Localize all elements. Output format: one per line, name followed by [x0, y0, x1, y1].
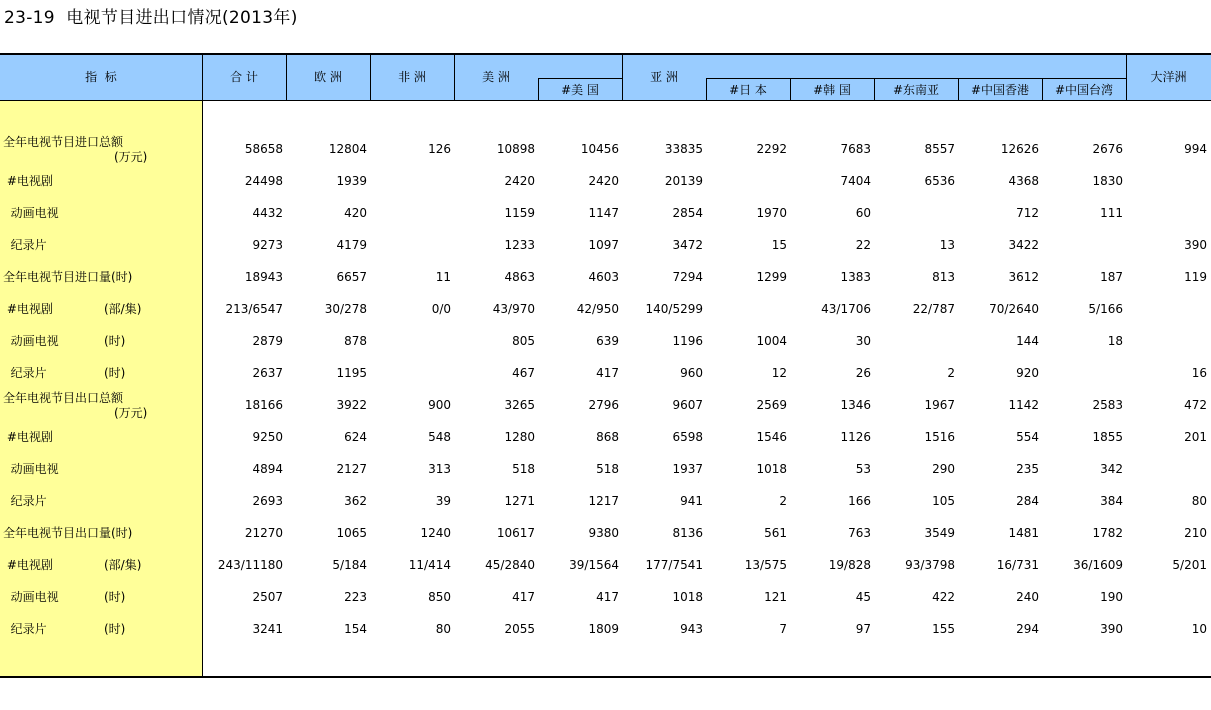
cell-oceania: 201 — [1184, 430, 1207, 444]
cell-taiwan: 2583 — [1092, 398, 1123, 412]
cell-oceania: 119 — [1184, 270, 1207, 284]
cell-africa: 11/414 — [408, 558, 451, 572]
cell-africa: 313 — [428, 462, 451, 476]
row-label: 全年电视节目进口量(时) — [3, 270, 133, 284]
cell-southeast-asia: 2 — [947, 366, 955, 380]
cell-africa: 126 — [428, 142, 451, 156]
cell-southeast-asia: 22/787 — [912, 302, 955, 316]
cell-hong-kong: 4368 — [1008, 174, 1039, 188]
cell-japan: 121 — [764, 590, 787, 604]
cell-africa: 11 — [435, 270, 451, 284]
header-rule — [0, 100, 1211, 101]
cell-europe: 362 — [344, 494, 367, 508]
cell-oceania: 210 — [1184, 526, 1207, 540]
cell-america: 1280 — [504, 430, 535, 444]
cell-america: 1233 — [504, 238, 535, 252]
table-row — [0, 197, 1211, 229]
row-label: 全年电视节目出口总额 — [3, 391, 124, 405]
cell-korea: 1346 — [840, 398, 871, 412]
cell-hong-kong: 284 — [1016, 494, 1039, 508]
cell-america: 1159 — [504, 206, 535, 220]
cell-japan: 12 — [771, 366, 787, 380]
cell-africa: 1240 — [420, 526, 451, 540]
cell-usa: 417 — [596, 366, 619, 380]
row-unit: (时) — [104, 334, 126, 348]
cell-hong-kong: 1142 — [1008, 398, 1039, 412]
cell-asia: 1937 — [672, 462, 703, 476]
cell-europe: 2127 — [336, 462, 367, 476]
cell-america: 2420 — [504, 174, 535, 188]
cell-total: 9273 — [252, 238, 283, 252]
cell-africa: 850 — [428, 590, 451, 604]
table-row — [0, 165, 1211, 197]
cell-usa: 4603 — [588, 270, 619, 284]
cell-usa: 518 — [596, 462, 619, 476]
header-hong-kong: #中国香港 — [970, 83, 1030, 97]
table-row — [0, 421, 1211, 453]
cell-usa: 1809 — [588, 622, 619, 636]
cell-hong-kong: 12626 — [1000, 142, 1039, 156]
cell-usa: 417 — [596, 590, 619, 604]
cell-southeast-asia: 8557 — [924, 142, 955, 156]
cell-taiwan: 1782 — [1092, 526, 1123, 540]
cell-taiwan: 187 — [1100, 270, 1123, 284]
cell-usa: 1147 — [588, 206, 619, 220]
table-row — [0, 357, 1211, 389]
cell-asia: 2854 — [672, 206, 703, 220]
table-row — [0, 229, 1211, 261]
cell-america: 3265 — [504, 398, 535, 412]
row-label: 动画电视 — [3, 590, 59, 604]
cell-japan: 1299 — [756, 270, 787, 284]
cell-southeast-asia: 13 — [939, 238, 955, 252]
cell-america: 518 — [512, 462, 535, 476]
cell-europe: 12804 — [328, 142, 367, 156]
cell-southeast-asia: 93/3798 — [905, 558, 955, 572]
cell-korea: 1383 — [840, 270, 871, 284]
cell-taiwan: 384 — [1100, 494, 1123, 508]
cell-america: 10898 — [496, 142, 535, 156]
cell-taiwan: 190 — [1100, 590, 1123, 604]
cell-africa: 0/0 — [431, 302, 451, 316]
cell-usa: 2796 — [588, 398, 619, 412]
top-rule — [0, 53, 1211, 55]
cell-southeast-asia: 813 — [932, 270, 955, 284]
cell-hong-kong: 712 — [1016, 206, 1039, 220]
cell-total: 4432 — [252, 206, 283, 220]
cell-europe: 624 — [344, 430, 367, 444]
cell-oceania: 80 — [1191, 494, 1207, 508]
cell-europe: 6657 — [336, 270, 367, 284]
cell-asia: 7294 — [672, 270, 703, 284]
cell-taiwan: 1855 — [1092, 430, 1123, 444]
cell-total: 18943 — [244, 270, 283, 284]
cell-america: 467 — [512, 366, 535, 380]
cell-africa: 900 — [428, 398, 451, 412]
cell-america: 2055 — [504, 622, 535, 636]
cell-america: 10617 — [496, 526, 535, 540]
cell-europe: 1195 — [336, 366, 367, 380]
cell-korea: 60 — [855, 206, 871, 220]
cell-usa: 39/1564 — [569, 558, 619, 572]
cell-hong-kong: 554 — [1016, 430, 1039, 444]
cell-japan: 2 — [779, 494, 787, 508]
cell-total: 2693 — [252, 494, 283, 508]
row-label: #电视剧 — [3, 174, 53, 188]
cell-southeast-asia: 290 — [932, 462, 955, 476]
cell-europe: 154 — [344, 622, 367, 636]
row-label: 全年电视节目进口总额 — [3, 135, 124, 149]
cell-japan: 2292 — [756, 142, 787, 156]
cell-africa: 39 — [435, 494, 451, 508]
row-label: 动画电视 — [3, 462, 59, 476]
cell-america: 43/970 — [492, 302, 535, 316]
row-label: 纪录片 — [3, 622, 47, 636]
header-usa: #美 国 — [561, 83, 599, 97]
cell-asia: 20139 — [664, 174, 703, 188]
cell-europe: 5/184 — [332, 558, 367, 572]
cell-asia: 1018 — [672, 590, 703, 604]
table-row — [0, 261, 1211, 293]
row-label: 动画电视 — [3, 334, 59, 348]
cell-taiwan: 390 — [1100, 622, 1123, 636]
bottom-rule — [0, 676, 1211, 678]
cell-korea: 97 — [855, 622, 871, 636]
row-unit: (部/集) — [104, 302, 142, 316]
table-title: 23-19 电视节目进出口情况(2013年) — [4, 8, 298, 28]
cell-korea: 22 — [855, 238, 871, 252]
cell-japan: 2569 — [756, 398, 787, 412]
cell-taiwan: 5/166 — [1088, 302, 1123, 316]
cell-hong-kong: 144 — [1016, 334, 1039, 348]
cell-asia: 33835 — [664, 142, 703, 156]
cell-korea: 166 — [848, 494, 871, 508]
row-unit: (万元) — [114, 406, 148, 420]
cell-southeast-asia: 6536 — [924, 174, 955, 188]
cell-korea: 7404 — [840, 174, 871, 188]
table-row — [0, 485, 1211, 517]
cell-japan: 1004 — [756, 334, 787, 348]
cell-korea: 53 — [855, 462, 871, 476]
cell-total: 18166 — [244, 398, 283, 412]
cell-asia: 9607 — [672, 398, 703, 412]
cell-usa: 2420 — [588, 174, 619, 188]
cell-oceania: 472 — [1184, 398, 1207, 412]
row-unit: (万元) — [114, 150, 148, 164]
cell-usa: 639 — [596, 334, 619, 348]
cell-usa: 9380 — [588, 526, 619, 540]
cell-japan: 1970 — [756, 206, 787, 220]
table-row — [0, 325, 1211, 357]
row-label: #电视剧 — [3, 558, 53, 572]
cell-hong-kong: 240 — [1016, 590, 1039, 604]
cell-oceania: 16 — [1191, 366, 1207, 380]
cell-taiwan: 1830 — [1092, 174, 1123, 188]
cell-hong-kong: 16/731 — [996, 558, 1039, 572]
header-subrule — [706, 78, 1126, 79]
header-asia: 亚 洲 — [650, 70, 678, 84]
cell-oceania: 994 — [1184, 142, 1207, 156]
cell-total: 213/6547 — [225, 302, 283, 316]
cell-total: 4894 — [252, 462, 283, 476]
cell-usa: 1217 — [588, 494, 619, 508]
cell-usa: 1097 — [588, 238, 619, 252]
cell-korea: 43/1706 — [821, 302, 871, 316]
cell-hong-kong: 235 — [1016, 462, 1039, 476]
header-europe: 欧 洲 — [314, 70, 342, 84]
cell-korea: 26 — [855, 366, 871, 380]
header-america: 美 洲 — [482, 70, 510, 84]
cell-taiwan: 111 — [1100, 206, 1123, 220]
cell-korea: 19/828 — [828, 558, 871, 572]
row-label: 全年电视节目出口量(时) — [3, 526, 133, 540]
row-unit: (时) — [104, 590, 126, 604]
cell-southeast-asia: 155 — [932, 622, 955, 636]
row-label: 纪录片 — [3, 366, 47, 380]
cell-korea: 30 — [855, 334, 871, 348]
cell-europe: 30/278 — [324, 302, 367, 316]
cell-korea: 1126 — [840, 430, 871, 444]
header-oceania: 大洋洲 — [1150, 70, 1187, 84]
header-japan: #日 本 — [729, 83, 767, 97]
cell-japan: 561 — [764, 526, 787, 540]
row-label: #电视剧 — [3, 302, 53, 316]
row-unit: (部/集) — [104, 558, 142, 572]
header-taiwan: #中国台湾 — [1054, 83, 1114, 97]
cell-korea: 45 — [855, 590, 871, 604]
row-label: 纪录片 — [3, 494, 47, 508]
cell-taiwan: 2676 — [1092, 142, 1123, 156]
cell-asia: 941 — [680, 494, 703, 508]
cell-asia: 177/7541 — [645, 558, 703, 572]
cell-oceania: 390 — [1184, 238, 1207, 252]
table-row — [0, 389, 1211, 421]
header-indicator: 指 标 — [85, 70, 117, 84]
cell-southeast-asia: 1967 — [924, 398, 955, 412]
cell-asia: 943 — [680, 622, 703, 636]
table-row — [0, 133, 1211, 165]
cell-southeast-asia: 105 — [932, 494, 955, 508]
header-southeast-asia: #东南亚 — [892, 83, 940, 97]
cell-total: 9250 — [252, 430, 283, 444]
cell-total: 24498 — [244, 174, 283, 188]
cell-total: 2637 — [252, 366, 283, 380]
cell-taiwan: 36/1609 — [1073, 558, 1123, 572]
cell-hong-kong: 294 — [1016, 622, 1039, 636]
row-label: 纪录片 — [3, 238, 47, 252]
table-row — [0, 581, 1211, 613]
cell-africa: 548 — [428, 430, 451, 444]
cell-europe: 223 — [344, 590, 367, 604]
cell-hong-kong: 1481 — [1008, 526, 1039, 540]
table-row — [0, 453, 1211, 485]
cell-taiwan: 342 — [1100, 462, 1123, 476]
cell-asia: 140/5299 — [645, 302, 703, 316]
cell-total: 243/11180 — [217, 558, 283, 572]
cell-america: 4863 — [504, 270, 535, 284]
cell-africa: 80 — [435, 622, 451, 636]
row-label: 动画电视 — [3, 206, 59, 220]
cell-southeast-asia: 422 — [932, 590, 955, 604]
cell-total: 3241 — [252, 622, 283, 636]
row-unit: (时) — [104, 622, 126, 636]
cell-asia: 6598 — [672, 430, 703, 444]
cell-taiwan: 18 — [1107, 334, 1123, 348]
table-row — [0, 549, 1211, 581]
cell-japan: 7 — [779, 622, 787, 636]
row-unit: (时) — [104, 366, 126, 380]
cell-america: 1271 — [504, 494, 535, 508]
cell-southeast-asia: 3549 — [924, 526, 955, 540]
cell-japan: 1546 — [756, 430, 787, 444]
cell-oceania: 5/201 — [1172, 558, 1207, 572]
cell-hong-kong: 70/2640 — [989, 302, 1039, 316]
header-africa: 非 洲 — [398, 70, 426, 84]
cell-usa: 868 — [596, 430, 619, 444]
cell-japan: 1018 — [756, 462, 787, 476]
cell-america: 45/2840 — [485, 558, 535, 572]
cell-japan: 15 — [771, 238, 787, 252]
cell-america: 417 — [512, 590, 535, 604]
header-total: 合 计 — [230, 70, 258, 84]
cell-southeast-asia: 1516 — [924, 430, 955, 444]
cell-asia: 8136 — [672, 526, 703, 540]
cell-europe: 420 — [344, 206, 367, 220]
cell-usa: 10456 — [580, 142, 619, 156]
cell-america: 805 — [512, 334, 535, 348]
header-subrule — [538, 78, 622, 79]
cell-hong-kong: 3612 — [1008, 270, 1039, 284]
cell-asia: 3472 — [672, 238, 703, 252]
cell-europe: 4179 — [336, 238, 367, 252]
cell-korea: 763 — [848, 526, 871, 540]
row-label: #电视剧 — [3, 430, 53, 444]
cell-asia: 1196 — [672, 334, 703, 348]
cell-asia: 960 — [680, 366, 703, 380]
cell-total: 2507 — [252, 590, 283, 604]
cell-hong-kong: 3422 — [1008, 238, 1039, 252]
cell-europe: 3922 — [336, 398, 367, 412]
cell-europe: 878 — [344, 334, 367, 348]
cell-hong-kong: 920 — [1016, 366, 1039, 380]
table-row — [0, 293, 1211, 325]
cell-total: 58658 — [244, 142, 283, 156]
cell-korea: 7683 — [840, 142, 871, 156]
header-korea: #韩 国 — [813, 83, 851, 97]
table-row — [0, 517, 1211, 549]
table-row — [0, 613, 1211, 645]
cell-japan: 13/575 — [744, 558, 787, 572]
cell-total: 21270 — [244, 526, 283, 540]
cell-europe: 1065 — [336, 526, 367, 540]
cell-total: 2879 — [252, 334, 283, 348]
cell-usa: 42/950 — [576, 302, 619, 316]
cell-oceania: 10 — [1191, 622, 1207, 636]
cell-europe: 1939 — [336, 174, 367, 188]
